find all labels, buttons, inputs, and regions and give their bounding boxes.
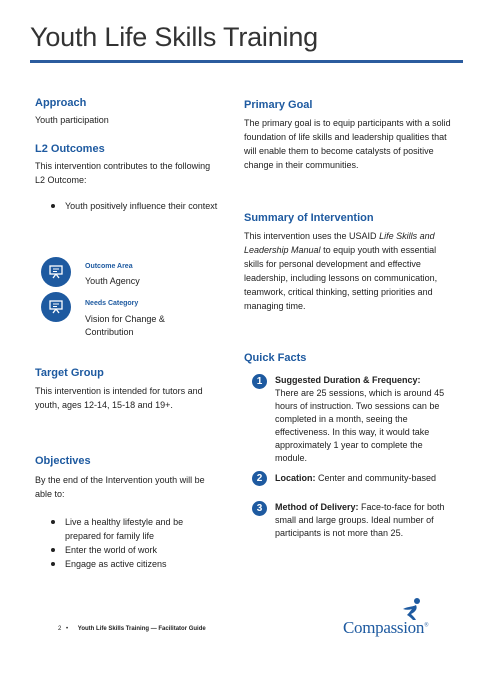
needs-category-value: Vision for Change & Contribution [85,314,165,337]
primary-goal-section [244,98,454,172]
needs-category-label: Needs Category [85,300,139,307]
compassion-logo [343,597,438,641]
number-2-icon: 2 [252,471,267,486]
quick-fact-text: Location: Center and community-based [275,473,437,483]
target-group-section [35,366,220,412]
objectives-heading: Objectives [35,455,91,467]
objectives-text: By the end of the Intervention youth will be able to: [35,475,205,499]
presentation-icon [41,257,71,287]
l2-section [35,142,220,213]
summary-text: This intervention uses the USAID Life Skills and Leadership Manual to equip youth with essential skills for personal development and effective leadership, including lessons on communication, teamwork, critical thinking, setting priorities and managing time. [244,231,438,311]
page-number: 2 [58,626,62,632]
page-footer [58,626,206,632]
quick-fact-text: Method of Delivery: Face-to-face for both small and large groups. Ideal number of participants is not more than 25. [275,502,445,538]
summary-section [244,211,454,313]
number-1-icon: 1 [252,374,267,389]
title-rule [30,60,463,63]
page-title: Youth Life Skills Training [30,22,318,52]
outcome-area-label: Outcome Area [85,263,133,270]
l2-bullets [35,199,220,213]
number-3-icon: 3 [252,501,267,516]
list-item: Youth positively influence their context [35,199,220,213]
list-item: Engage as active citizens [35,557,220,571]
list-item: Enter the world of work [35,543,220,557]
approach-heading: Approach [35,97,87,109]
list-item: Live a healthy lifestyle and be prepared for family life [35,515,220,543]
logo-wordmark: Compassion® [343,618,429,637]
quick-facts-section [244,351,454,365]
approach-section [35,96,109,127]
objectives-section [35,454,220,571]
primary-goal-text: The primary goal is to equip participants with a solid foundation of life skills and leadership qualities that will enable them to become catalysts of positive change in their communities. [244,118,451,170]
objectives-bullets [35,515,220,571]
quick-fact-text: Suggested Duration & Frequency: There are 25 sessions, which is around 45 hours of instruction. Two sessions can be completed in a month, seeing the effectiveness. In this way, it would take approximately 1 year to complete the module. [275,375,445,463]
footer-doc-title: Youth Life Skills Training — Facilitator Guide [77,626,206,632]
target-group-heading: Target Group [35,367,104,379]
l2-text: This intervention contributes to the following L2 Outcome: [35,161,211,185]
target-group-text: This intervention is intended for tutors and youth, ages 12-14, 15-18 and 19+. [35,386,203,410]
footer-separator: • [66,626,69,632]
l2-heading: L2 Outcomes [35,143,105,155]
approach-text: Youth participation [35,115,109,125]
quick-facts-heading: Quick Facts [244,352,307,364]
outcome-area-value: Youth Agency [85,276,140,286]
summary-heading: Summary of Intervention [244,212,374,224]
presentation-icon [41,292,71,322]
primary-goal-heading: Primary Goal [244,99,313,111]
